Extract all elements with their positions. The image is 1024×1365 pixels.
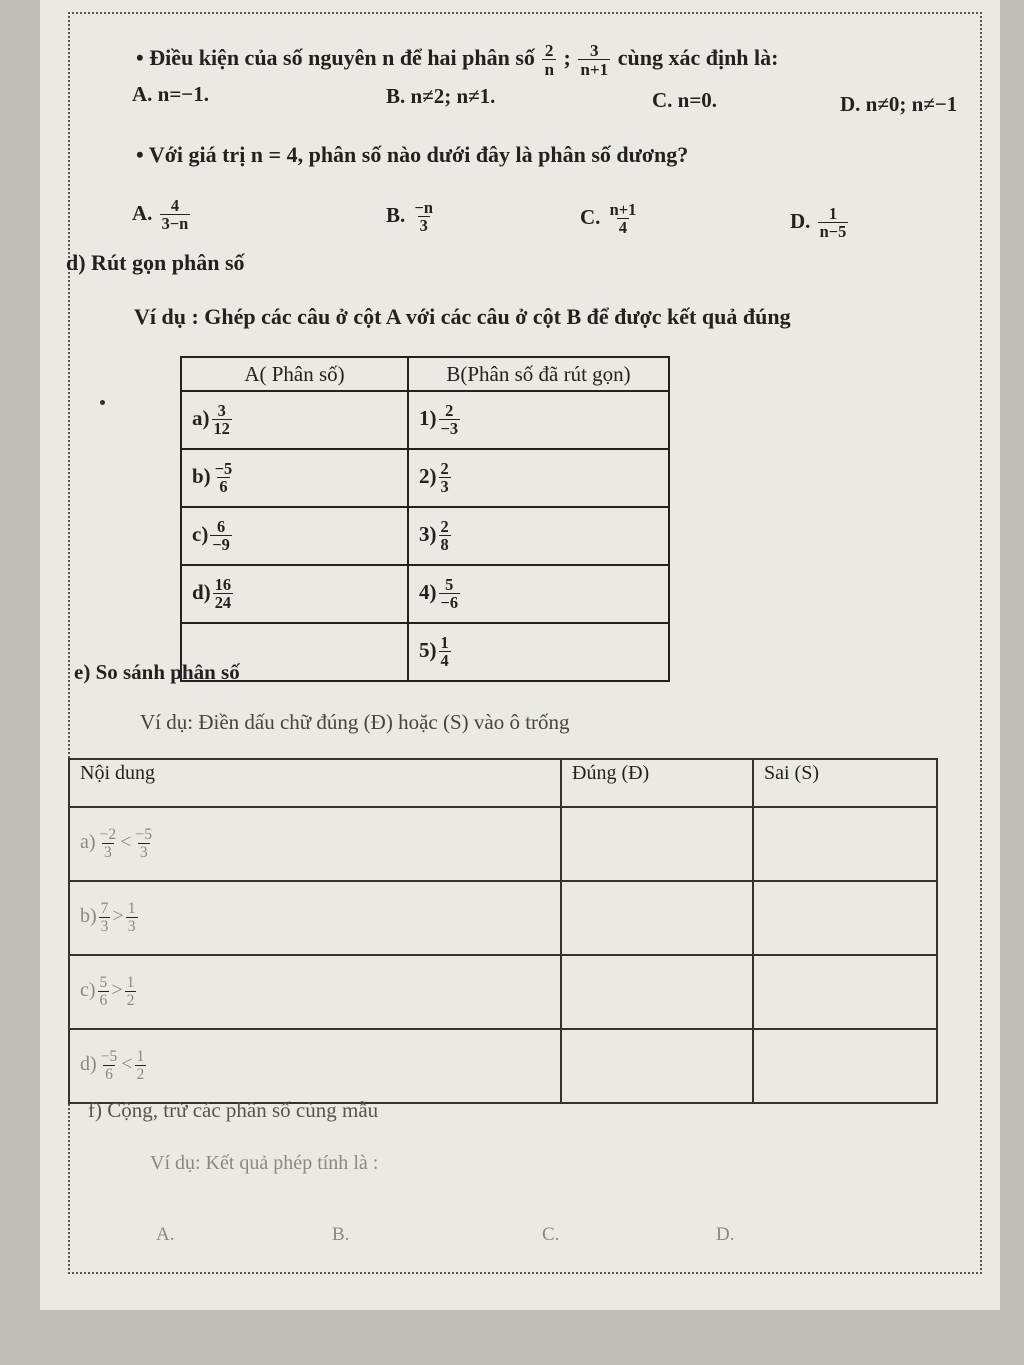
false-answer-cell[interactable] — [753, 955, 937, 1029]
fraction-denominator: −6 — [440, 593, 459, 612]
comparison-operator: > — [111, 979, 123, 1002]
comparison-operator: < — [120, 831, 132, 854]
section-f-example — [150, 1152, 378, 1175]
fraction-denominator: 2 — [126, 992, 135, 1009]
true-header: Đúng (Đ) — [561, 759, 753, 807]
separator: ; — [563, 45, 571, 71]
row-label: a) — [192, 405, 210, 430]
fraction-denominator: 3 — [127, 918, 136, 935]
true-false-table — [68, 758, 938, 1104]
cell-a — [181, 449, 408, 507]
fraction-numerator: 1 — [126, 974, 135, 992]
fraction-denominator: 6 — [99, 992, 108, 1009]
row-label: b) — [192, 463, 211, 488]
fraction-numerator: n+1 — [609, 200, 637, 219]
cell-b — [408, 623, 669, 681]
false-answer-cell[interactable] — [753, 807, 937, 881]
fraction-numerator: 2 — [445, 400, 454, 420]
fraction-denominator: 4 — [440, 651, 449, 670]
fraction-denominator: 3 — [103, 844, 112, 861]
q2-option-a — [132, 198, 192, 233]
table-row — [69, 881, 937, 955]
q3-option-d: D. — [716, 1224, 735, 1245]
q3-option-b: B. — [332, 1224, 350, 1245]
section-e-example: Ví dụ: Điền dấu chữ đúng (Đ) hoặc (S) vào ô trống — [140, 710, 570, 734]
table-row — [181, 391, 669, 449]
fraction-numerator: 1 — [440, 632, 449, 652]
cell-fraction — [439, 574, 461, 612]
fraction-numerator: 1 — [828, 204, 838, 223]
table-row — [181, 565, 669, 623]
q2-option-d — [790, 206, 850, 241]
statement-cell — [69, 1029, 561, 1103]
example-prefix: Ví dụ: Kết quả phép tính — [150, 1152, 349, 1174]
q1-option-c: C. n=0. — [652, 88, 718, 112]
cell-b — [408, 391, 669, 449]
section-d-heading: d) Rút gọn phân số — [66, 250, 245, 275]
column-b-header: B(Phân số đã rút gọn) — [408, 357, 669, 391]
cell-a — [181, 507, 408, 565]
fraction-numerator: −5 — [100, 1048, 118, 1066]
row-label: c) — [80, 979, 96, 1002]
cell-fraction — [439, 516, 451, 554]
content-header: Nội dung — [69, 759, 561, 807]
row-label: b) — [80, 905, 97, 928]
table-row — [69, 1029, 937, 1103]
fraction-2-over-n — [542, 42, 556, 78]
fraction-numerator: 2 — [544, 41, 554, 60]
statement-cell — [69, 955, 561, 1029]
true-answer-cell[interactable] — [561, 955, 753, 1029]
right-fraction — [126, 901, 138, 934]
fraction-denominator: 8 — [440, 535, 449, 554]
q2-option-c — [580, 202, 640, 237]
matching-table — [180, 356, 670, 682]
fraction-denominator: −3 — [440, 419, 459, 438]
false-answer-cell[interactable] — [753, 881, 937, 955]
fraction-denominator: 3 — [419, 216, 428, 236]
fraction-denominator: 3−n — [161, 214, 189, 234]
question-2 — [136, 142, 688, 168]
fraction-denominator: n−5 — [819, 222, 847, 242]
right-fraction — [133, 827, 154, 860]
q1-option-a: A. n=−1. — [132, 82, 210, 106]
cell-b — [408, 565, 669, 623]
table-row — [69, 807, 937, 881]
question-1 — [136, 42, 956, 78]
cell-fraction — [439, 400, 461, 438]
fraction-numerator: 5 — [445, 574, 454, 594]
bullet-icon: • — [136, 142, 144, 167]
q3-option-c: C. — [542, 1224, 560, 1245]
fraction-numerator: 2 — [440, 516, 449, 536]
cell-b — [408, 449, 669, 507]
fraction-numerator: 4 — [170, 196, 180, 215]
cell-fraction — [439, 458, 451, 496]
fraction-denominator: n — [544, 60, 554, 80]
fraction-denominator: 6 — [105, 1066, 113, 1083]
cell-fraction — [210, 516, 232, 554]
fraction-denominator: 3 — [440, 477, 449, 496]
table-row — [69, 955, 937, 1029]
left-fraction — [99, 901, 111, 934]
q3-option-a: A. — [156, 1224, 175, 1245]
true-answer-cell[interactable] — [561, 807, 753, 881]
option-fraction — [608, 202, 639, 237]
fraction-numerator: 7 — [100, 900, 109, 918]
false-header: Sai (S) — [753, 759, 937, 807]
option-fraction — [160, 198, 191, 233]
fraction-denominator: 6 — [219, 477, 228, 496]
cell-a — [181, 565, 408, 623]
comparison-operator: > — [112, 905, 124, 928]
example-suffix: là : — [353, 1152, 379, 1174]
comparison-operator: < — [121, 1053, 133, 1076]
option-label: D. — [790, 209, 811, 234]
row-label: 3) — [419, 521, 437, 546]
option-label: C. — [580, 205, 601, 230]
question-2-text: Với giá trị n = 4, phân số nào dưới đây là phân số dương? — [148, 142, 689, 167]
left-fraction — [98, 827, 119, 860]
section-d-example: Ví dụ : Ghép các câu ở cột A với các câu ở cột B để được kết quả đúng — [134, 304, 791, 329]
fraction-denominator: 2 — [136, 1066, 145, 1083]
fraction-denominator: n+1 — [580, 60, 609, 80]
row-label: d) — [80, 1053, 97, 1076]
cell-fraction — [439, 632, 451, 670]
document-page — [40, 0, 1000, 1310]
row-label: 2) — [419, 463, 437, 488]
q1-option-b: B. n≠2; n≠1. — [386, 84, 496, 108]
fraction-numerator: 3 — [589, 41, 599, 60]
row-label: c) — [192, 521, 209, 546]
section-f-heading: f) Cộng, trừ các phân số cùng mẫu — [88, 1098, 379, 1122]
cell-fraction — [213, 574, 233, 612]
option-label: B. — [386, 203, 406, 228]
option-fraction — [818, 206, 849, 241]
question-1-text-after: cùng xác định là: — [617, 45, 779, 71]
fraction-numerator: 1 — [136, 1048, 145, 1066]
statement-cell — [69, 881, 561, 955]
true-answer-cell[interactable] — [561, 881, 753, 955]
fraction-numerator: −5 — [135, 826, 153, 844]
fraction-numerator: 6 — [216, 516, 226, 536]
fraction-denominator: 4 — [618, 218, 628, 238]
stray-dot — [100, 400, 105, 405]
fraction-numerator: −2 — [99, 826, 117, 844]
true-answer-cell[interactable] — [561, 1029, 753, 1103]
row-label: 5) — [419, 637, 437, 662]
row-label: 4) — [419, 579, 437, 604]
fraction-numerator: 5 — [99, 974, 108, 992]
cell-a — [181, 391, 408, 449]
cell-fraction — [213, 458, 235, 496]
left-fraction — [98, 975, 110, 1008]
table-row — [181, 507, 669, 565]
column-a-header: A( Phân số) — [181, 357, 408, 391]
fraction-numerator: 2 — [440, 458, 449, 478]
statement-cell — [69, 807, 561, 881]
row-label: 1) — [419, 405, 437, 430]
cell-b — [408, 507, 669, 565]
option-label: A. — [132, 201, 153, 226]
fraction-3-over-n-plus-1 — [578, 42, 610, 78]
table-row — [181, 449, 669, 507]
left-fraction — [99, 1049, 120, 1082]
q2-option-b — [386, 200, 437, 235]
right-fraction — [135, 1049, 147, 1082]
fraction-numerator: −5 — [214, 458, 233, 478]
false-answer-cell[interactable] — [753, 1029, 937, 1103]
right-fraction — [125, 975, 137, 1008]
fraction-numerator: −n — [414, 198, 433, 217]
fraction-denominator: 3 — [139, 844, 148, 861]
fraction-numerator: 16 — [214, 574, 232, 594]
fraction-denominator: 24 — [214, 593, 232, 612]
cell-fraction — [212, 400, 232, 438]
section-e-heading: e) So sánh phân số — [74, 660, 240, 684]
fraction-numerator: 1 — [127, 900, 136, 918]
q1-option-d: D. n≠0; n≠−1 — [840, 92, 958, 116]
bullet-icon: • — [136, 45, 144, 71]
fraction-denominator: 3 — [100, 918, 109, 935]
fraction-denominator: 12 — [213, 419, 230, 438]
question-1-text-before: Điều kiện của số nguyên n để hai phân số — [149, 45, 535, 71]
row-label: a) — [80, 831, 96, 854]
option-fraction — [413, 200, 435, 235]
fraction-numerator: 3 — [217, 400, 226, 420]
row-label: d) — [192, 579, 211, 604]
fraction-denominator: −9 — [212, 535, 230, 554]
table-row — [181, 623, 669, 681]
